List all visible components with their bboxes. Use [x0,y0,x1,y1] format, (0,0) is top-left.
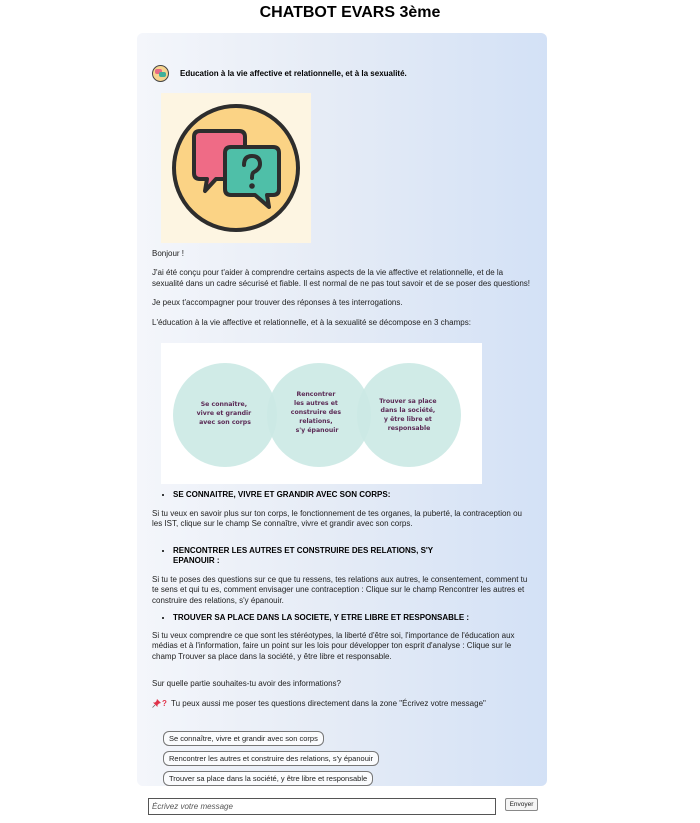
app-title: CHATBOT EVARS 3ème [259,4,441,21]
intro-text: J'ai été conçu pour t'aider à comprendre certains aspects de la vie affective et relationnelle, et de la sexualité dans un cadre sécurisé et fiable. Il est normal de ne pas tout savoir et de se poser des questions! [152,268,530,288]
venn-label-meet-others: Rencontrer les autres et construire des relations, s'y épanouir [290,391,342,434]
free-question-text: Tu peux aussi me poser tes questions directement dans la zone "Écrivez votre message" [171,699,486,708]
chat-panel[interactable] [137,33,547,786]
bot-name: Education à la vie affective et relationnelle, et à la sexualité. [180,69,407,78]
message-input[interactable] [148,798,496,815]
bot-message [152,249,532,328]
fields-intro-text: L'éducation à la vie affective et relationnelle, et à la sexualité se décompose en 3 champs: [152,317,471,327]
section2-list [157,546,463,566]
quick-replies [163,731,379,786]
accompany-text: Je peux t'accompagner pour trouver des réponses à tes interrogations. [152,298,403,308]
message-input-row [148,796,534,815]
question-bubbles-icon [161,93,311,243]
section2-body [152,575,532,606]
question-text: Sur quelle partie souhaites-tu avoir des informations? [152,679,341,688]
speech-bubbles-icon [152,65,169,82]
question-body [152,679,532,689]
section1-text: Si tu veux en savoir plus sur ton corps, le fonctionnement de tes organes, la puberté, la contraception ou les IST, clique sur le champ Se connaître, vivre et grandir avec son corps. [152,509,522,529]
bot-header [152,65,407,82]
section1-list [157,490,473,500]
section3-text: Si tu veux comprendre ce que sont les stéréotypes, la liberté d'être soi, l'importance de l'éducation aux médias et à l'information, faire un point sur les lois pour développer ton esprit d'analyse : Clique sur le champ Trouver sa place dans la société, y être libre et responsable. [152,631,515,661]
question-bubbles-illustration [161,93,311,243]
venn-label-find-your-place: Trouver sa place dans la société, y être libre et responsable [379,398,437,432]
section1-title: • SE CONNAITRE, VIVRE ET GRANDIR AVEC SON CORPS: [173,490,473,500]
send-button[interactable]: Envoyer [505,798,538,811]
section1-body [152,509,532,530]
section3-title: • TROUVER SA PLACE DANS LA SOCIETE, Y ETRE LIBRE ET RESPONSABLE : [173,613,503,623]
section3-body [152,631,532,662]
section3-list [157,613,503,623]
pushpin-icon [152,699,162,711]
quick-reply-meet-others[interactable]: Rencontrer les autres et construire des relations, s'y épanouir [163,751,379,766]
section2-text: Si tu te poses des questions sur ce que tu ressens, tes relations aux autres, le consentement, comment tu te sens et qui tu es, comment envisager une contraception : Clique sur le champ Rencontrer les autres et construire des relations, s'y épanouir. [152,575,528,605]
venn-label-know-yourself: Se connaître, vivre et grandir avec son corps [196,401,252,426]
quick-reply-find-your-place[interactable]: Trouver sa place dans la société, y être libre et responsable [163,771,373,786]
free-question-body [152,699,532,711]
quick-reply-know-yourself[interactable]: Se connaître, vivre et grandir avec son corps [163,731,324,746]
greeting-text: Bonjour ! [152,249,185,258]
question-mark-icon: ? [162,699,167,708]
three-fields-venn-diagram [161,343,482,484]
section2-title: • RENCONTRER LES AUTRES ET CONSTRUIRE DES RELATIONS, S'Y EPANOUIR : [173,546,463,566]
